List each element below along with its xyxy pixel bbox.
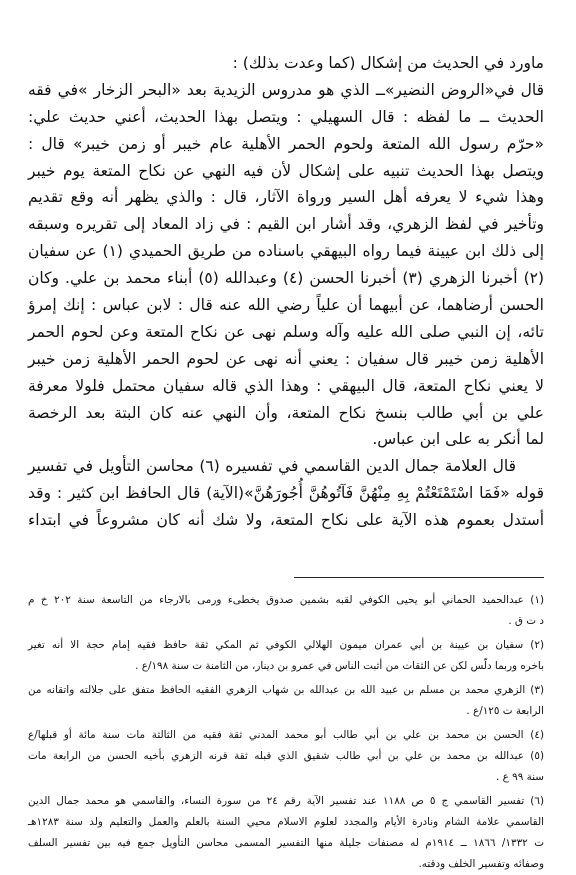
footnote-line-10: (٦) تفسير القاسمي ج ٥ ص ١١٨٨ عند تفسير الآية رقم ٢٤ من سورة النساء، والقاسمي هو محمد جمال الدين	[28, 795, 545, 807]
text-line-4: «حرّم رسول الله المتعة ولحوم الحمر الأهلية عام خيبر أو زمن خيبر» قال :	[28, 134, 544, 153]
text-line-12: الأهلية زمن خيبر قال سفيان : يعني أنه نهى عن لحوم الحمر الأهلية زمن خيبر	[28, 349, 544, 368]
footnote-line-9: سنة ٩٩ ع .	[496, 771, 544, 783]
footnote-line-2: د ت ق .	[508, 615, 544, 627]
footnote-line-6: الرابعة ت ١٢٥/ع .	[466, 705, 544, 717]
footnote-line-11: القاسمي علامة الشام ونادرة الأيام والمجدد لعلوم الاسلام محيي السنة بالعلم والعمل والتعليم ولد سنة ١٢٨٣هـ	[28, 816, 544, 828]
text-line-9: (٢) أخبرنا الزهري (٣) أخبرنا الحسن (٤) وعبدالله (٥) أبناء محمد بن علي. وكان	[28, 269, 545, 288]
footnote-line-7: (٤) الحسن بن محمد بن علي بن أبي طالب أبو محمد المدني ثقة فقيه من الثالثة مات سنة مائة أو قبلها/ع	[28, 729, 544, 741]
footnote-separator	[294, 577, 544, 578]
text-line-5: ويتصل بهذا الحديث تنبيه على إشكال لأن فيه النهي عن نكاح المتعة يوم خيبر	[28, 161, 544, 180]
footnote-line-5: (٣) الزهري محمد بن مسلم بن عبيد الله بن عبدالله بن شهاب الزهري الفقيه الحافظ متفق على جلالته واتقانه من	[28, 684, 544, 696]
text-line-14: علي بن أبي طالب بنسخ نكاح المتعة، وأن النهي عنه كان البتة بعد الرخصة	[28, 403, 544, 422]
text-line-17: قوله «فَمَا اسْتَمْتَعْتُمْ بِهِ مِنْهُنَّ فَآتُوهُنَّ أُجُورَهُنَّ»(الآية) قال الحافظ ابن كثير : وقد	[28, 484, 544, 503]
text-line-18: أستدل بعموم هذه الآية على نكاح المتعة، ولا شك أنه كان مشروعاً في ابتداء	[28, 511, 544, 530]
text-line-3: الحديث ــ ما لفظه : قال السهيلي : ويتصل بهذا الحديث، أعني حديث علي:	[28, 107, 544, 126]
footnote-line-12: ت ١٣٣٢/ ١٨٦٦ ــ ١٩١٤م له مصنفات جليلة منها التفسير المسمى محاسن التأويل جمع فيه بين تفسير السلف	[28, 837, 544, 849]
footnote-line-4: باخره وربما دلّس لكن عن الثقات من أثبت الناس في عمرو بن دينار، من الثامنة ت سنة ١٩٨/ع .	[135, 660, 544, 672]
text-line-15: لما أنكر به على ابن عباس.	[372, 430, 544, 449]
text-line-7: وتأخير في لفظ الزهري، وقد أشار ابن القيم : في زاد المعاد إلى تقريره وسبقه	[28, 215, 544, 234]
text-line-13: لا يعني نكاح المتعة، قال البيهقي : وهذا الذي قاله سفيان محتمل فلولا معرفة	[28, 376, 544, 395]
footnotes	[28, 590, 544, 875]
footnote-line-8: (٥) عبدالله بن محمد بن علي بن أبي طالب شقيق الذي قبله ثقة قرنه الزهري بأخيه الحسن من الرابعة مات	[28, 750, 544, 762]
text-line-16: قال العلامة جمال الدين القاسمي في تفسيره (٦) محاسن التأويل في تفسير	[28, 457, 516, 476]
main-text	[28, 50, 544, 534]
text-line-1: ماورد في الحديث من إشكال (كما وعدت بذلك) :	[232, 54, 544, 72]
footnote-line-3: (٢) سفيان بن عيينة بن أبي عمران ميمون الهلالي الكوفي ثم المكي ثقة حافظ فقيه إمام حجة الا أنه تغير	[28, 639, 544, 651]
text-line-10: الحسن أرضاهما، عن أبيهما أن علياً رضي الله عنه قال : لابن عباس : إنك إمرؤ	[28, 296, 544, 315]
text-line-11: تائه، إن النبي صلى الله عليه وآله وسلم نهى عن نكاح المتعة وعن لحوم الحمر	[28, 322, 544, 341]
text-line-8: إلى ذلك ابن عيينة فيما رواه البيهقي باسناده من طريق الحميدي (١) عن سفيان	[28, 242, 545, 261]
footnote-line-13: وصفائه وتفسير الخلف ودقته.	[418, 858, 544, 870]
footnote-line-1: (١) عبدالحميد الحماني أبو يحيى الكوفي لقبه بشمين صدوق يخطىء ورمى بالارجاء من التاسعة سنة ٢٠٢ خ م	[28, 594, 544, 606]
text-line-2: قال في«الروض النضير»ــ الذي هو مدروس الزيدية بعد «البحر الزخار »في فقه	[28, 80, 544, 99]
text-line-6: وهذا شيء لا يعرفه أهل السير ورواة الآثار، قال : والذي يظهر أنه وقع تقديم	[28, 188, 544, 207]
